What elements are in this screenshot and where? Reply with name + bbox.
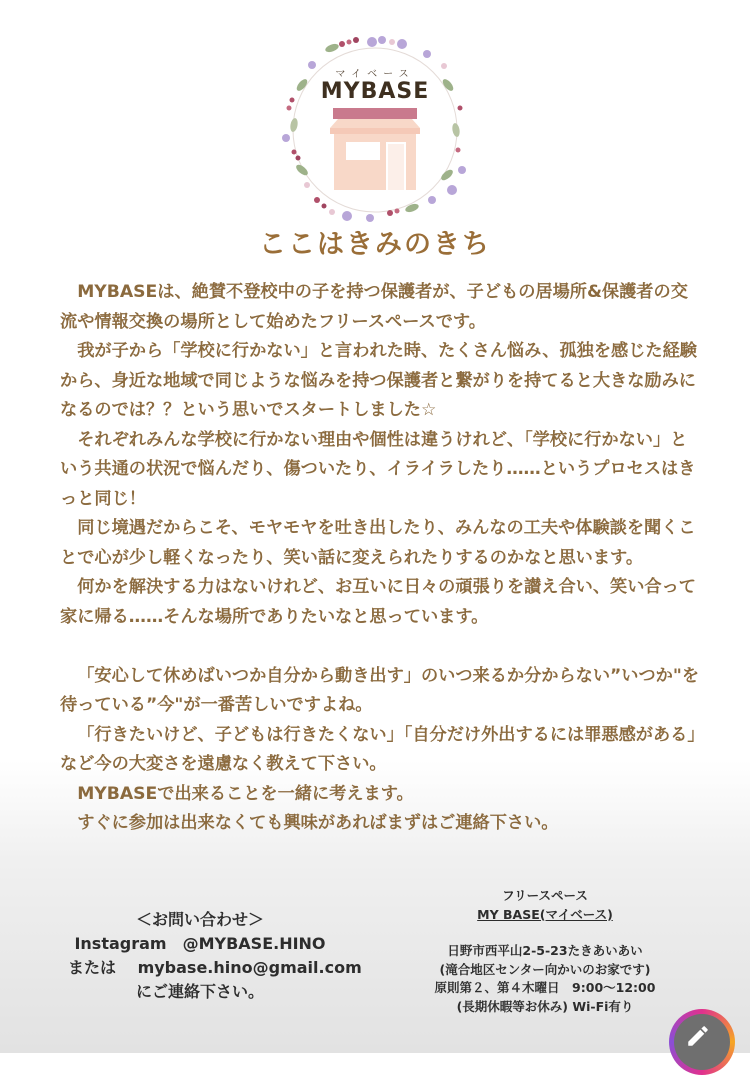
venue-notes: (長期休暇等お休み) Wi-Fi有り [456,998,634,1014]
venue-label: フリースペース [502,888,588,903]
contact-heading: ＜お問い合わせ＞ [135,910,264,929]
venue-name: MY BASE(マイベース) [477,906,613,922]
message-paragraph: MYBASEで出来ることを一緒に考えます。 [77,783,414,804]
intro-paragraph: MYBASEは、絶賛不登校中の子を持つ保護者が、子どもの居場所&保護者の交流や情報交換の場所として始めたフリースペースです。 [60,282,688,332]
logo-ruby-text: マイベース [335,69,415,80]
intro-body [60,278,700,839]
pencil-icon [685,1023,711,1049]
intro-paragraph: 同じ境遇だからこそ、モヤモヤを吐き出したり、みんなの工夫や体験談を聞くことで心が少し軽くなったり、笑い話に変えられたりするのかなと思います。 [60,518,696,568]
logo-name-text: MYBASE [320,79,430,104]
venue-info-block [395,887,695,1016]
paragraph-gap [60,632,700,662]
contact-closing: にご連絡下さい。 [135,982,264,1001]
intro-paragraph: 何かを解決する力はないけれど、お互いに日々の頑張りを讃え合い、笑い合って家に帰る……そんな場所でありたいなと思っています。 [60,577,696,627]
contact-block [40,908,360,1004]
contact-instagram: Instagram @MYBASE.HINO [74,934,326,953]
house-icon [330,108,420,190]
edit-button[interactable] [669,1009,735,1075]
page-title: ここはきみのきち [259,229,491,260]
contact-email: または mybase.hino@gmail.com [68,958,362,977]
venue-schedule: 原則第２、第４木曜日 9:00～12:00 [434,980,656,995]
message-paragraph: 「安心して休めばいつか自分から動き出す」のいつ来るか分からない”いつか"を待っている”今"が一番苦しいですよね。 [60,665,700,715]
message-paragraph: 「行きたいけど、子どもは行きたくない」「自分だけ外出するには罪悪感がある」など今の大変さを遠慮なく教えて下さい。 [60,724,696,774]
venue-location-note: (滝合地区センター向かいのお家です) [439,961,651,977]
mybase-logo [272,30,478,226]
message-paragraph: すぐに参加は出来なくても興味があればまずはご連絡下さい。 [77,813,559,833]
venue-spacer [395,924,695,942]
venue-address: 日野市西平山2-5-23たきあいあい [447,943,643,958]
intro-paragraph: それぞれみんな学校に行かない理由や個性は違うけれど、「学校に行かない」という共通の状況で悩んだり、傷ついたり、イライラしたり……というプロセスはきっと同じ！ [60,429,696,509]
intro-paragraph: 我が子から「学校に行かない」と言われた時、たくさん悩み、孤独を感じた経験から、身近な地域で同じような悩みを持つ保護者と繋がりを持てると大きな励みになるのでは？？という思いでスタートしました☆ [60,341,697,420]
